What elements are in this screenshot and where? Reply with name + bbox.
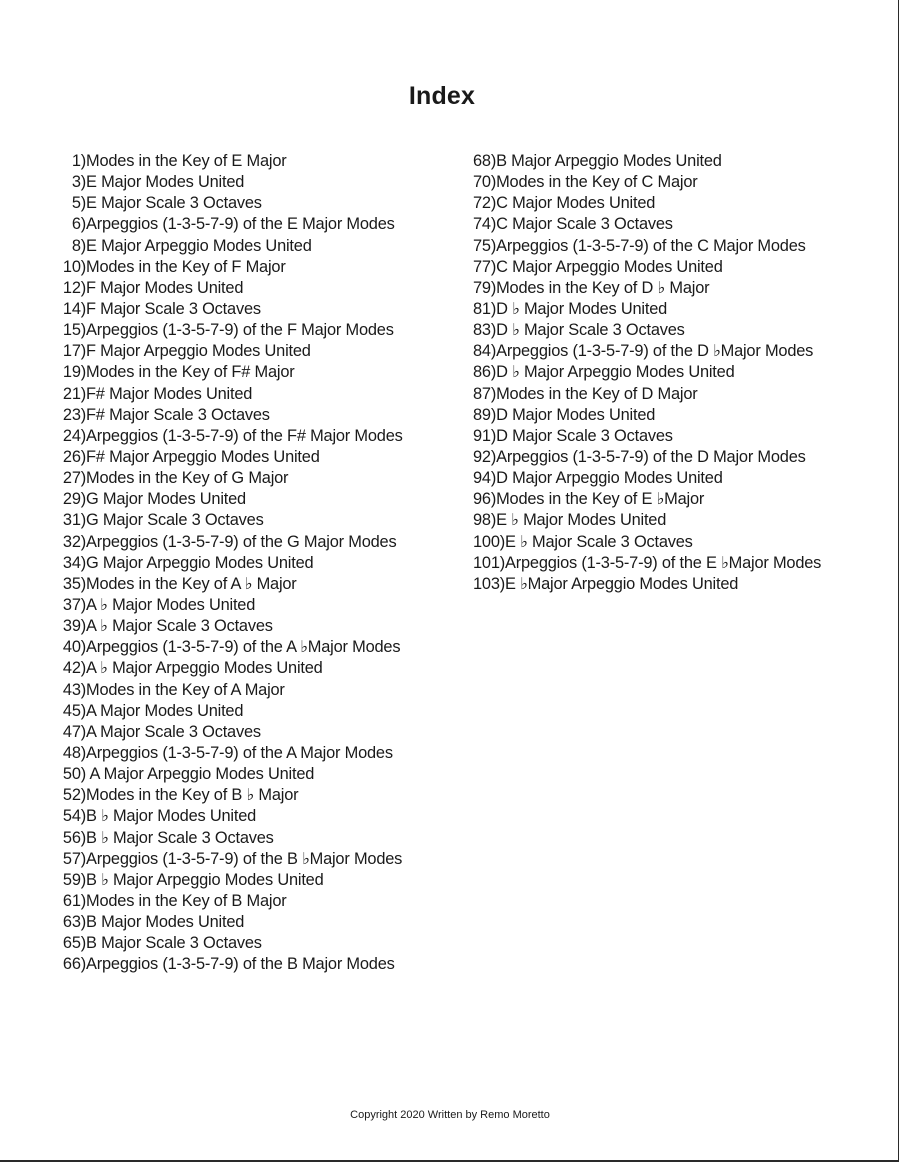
index-entry-page-number: 31) [62,511,86,530]
index-entry-page-number: 5) [71,194,86,213]
index-entry [62,320,462,341]
index-entry-page-number: 74) [473,215,497,234]
index-entry-page-number: 92) [473,447,497,466]
index-entry [62,405,462,426]
index-entry [62,701,462,722]
index-entry-title: Modes in the Key of G Major [86,469,289,488]
index-entry-title: Arpeggios (1-3-5-7-9) of the C Major Modes [496,236,806,255]
index-entry-page-number: 91) [473,426,497,445]
index-entry-title: B ♭ Major Scale 3 Octaves [86,828,274,847]
index-entry [62,151,462,172]
index-entry-page-number: 12) [62,278,86,297]
index-entry-title: Modes in the Key of D ♭ Major [496,278,710,297]
index-entry [62,214,462,235]
index-entry [473,489,883,510]
index-entry [62,764,462,785]
index-entry-page-number: 48) [62,743,86,762]
index-entry-page-number: 6) [71,215,86,234]
index-entry-page-number: 34) [62,553,86,572]
index-entry [473,426,883,447]
index-entry-page-number: 32) [62,532,86,551]
index-entry-title: D Major Modes United [496,405,656,424]
index-entry-page-number: 65) [62,934,86,953]
index-entry [473,151,883,172]
index-entry-title: F Major Scale 3 Octaves [86,299,261,318]
index-entry [62,658,462,679]
index-entry-page-number: 23) [62,405,86,424]
index-entry [62,806,462,827]
index-entry-title: A ♭ Major Modes United [86,595,256,614]
index-entry-title: B ♭ Major Modes United [86,807,257,826]
index-entry-page-number: 15) [62,321,86,340]
index-entry-page-number: 21) [62,384,86,403]
index-entry [473,214,883,235]
index-entry [62,933,462,954]
index-entry-title: Modes in the Key of A Major [86,680,285,699]
index-entry-title: Arpeggios (1-3-5-7-9) of the G Major Modes [86,532,397,551]
index-entry-title: D ♭ Major Arpeggio Modes United [496,363,735,382]
index-entry-title: Modes in the Key of B ♭ Major [86,786,299,805]
index-entry [62,362,462,383]
index-entry [62,278,462,299]
index-entry-page-number: 47) [62,722,86,741]
index-entry-title: D ♭ Major Modes United [496,299,668,318]
index-entry [62,447,462,468]
index-entry-title: Arpeggios (1-3-5-7-9) of the D ♭Major Modes [496,342,814,361]
index-entry-title: A Major Scale 3 Octaves [86,722,261,741]
index-entry [473,320,883,341]
index-entry-title: Arpeggios (1-3-5-7-9) of the E Major Modes [86,215,395,234]
index-entry-page-number: 79) [473,278,497,297]
index-entry-page-number: 3) [71,173,86,192]
index-entry-title: G Major Scale 3 Octaves [86,511,264,530]
index-entry-title: E Major Scale 3 Octaves [86,194,262,213]
index-entry-page-number: 83) [473,321,497,340]
index-entry-title: B Major Arpeggio Modes United [496,152,722,170]
index-entry-title: Arpeggios (1-3-5-7-9) of the B ♭Major Modes [86,849,403,868]
index-entry-title: Arpeggios (1-3-5-7-9) of the A ♭Major Modes [86,638,401,657]
index-entry-title: E ♭ Major Modes United [496,511,667,530]
index-entry [62,680,462,701]
index-entry-title: A Major Arpeggio Modes United [86,765,315,784]
index-entry-page-number: 89) [473,405,497,424]
index-entry [473,532,883,553]
index-entry-title: A ♭ Major Arpeggio Modes United [86,659,323,678]
index-entry [62,743,462,764]
index-entry [62,257,462,278]
index-entry-page-number: 72) [473,194,497,213]
index-entry [473,553,883,574]
index-entry-page-number: 70) [473,173,497,192]
index-column-right [473,151,883,595]
index-entry [473,341,883,362]
index-entry-page-number: 56) [62,828,86,847]
index-entry-page-number: 50) [62,765,86,784]
index-entry-title: A ♭ Major Scale 3 Octaves [86,617,273,636]
index-entry-page-number: 81) [473,299,497,318]
index-entry-title: G Major Arpeggio Modes United [86,553,314,572]
index-entry-page-number: 45) [62,701,86,720]
index-entry-title: B Major Scale 3 Octaves [86,934,262,953]
index-entry [62,532,462,553]
index-entry [473,468,883,489]
index-entry-title: Arpeggios (1-3-5-7-9) of the F Major Modes [86,321,394,340]
index-entry [473,236,883,257]
index-entry [62,553,462,574]
index-entry-title: C Major Scale 3 Octaves [496,215,673,234]
index-entry-page-number: 42) [62,659,86,678]
index-entry-page-number: 1) [71,152,86,170]
index-entry-page-number: 94) [473,469,497,488]
index-entry [62,299,462,320]
index-entry-page-number: 17) [62,342,86,361]
index-entry-page-number: 103) [473,574,506,593]
index-entry [62,426,462,447]
index-entry [473,278,883,299]
index-entry-title: Modes in the Key of A ♭ Major [86,574,297,593]
index-entry-title: Arpeggios (1-3-5-7-9) of the D Major Modes [496,447,806,466]
index-entry-page-number: 40) [62,638,86,657]
index-entry-page-number: 100) [473,532,506,551]
index-entry-page-number: 63) [62,913,86,932]
index-entry-title: Modes in the Key of B Major [86,891,287,910]
index-column-left [62,151,462,975]
index-entry [62,193,462,214]
index-entry-page-number: 57) [62,849,86,868]
index-entry [62,595,462,616]
index-entry [62,236,462,257]
index-entry-page-number: 29) [62,490,86,509]
index-entry [62,912,462,933]
index-entry-page-number: 61) [62,891,86,910]
index-entry-page-number: 54) [62,807,86,826]
index-entry-title: F# Major Scale 3 Octaves [86,405,270,424]
index-entry [473,405,883,426]
index-entry-page-number: 77) [473,257,497,276]
index-entry [62,489,462,510]
index-entry-page-number: 37) [62,595,86,614]
index-entry [473,257,883,278]
index-entry [473,299,883,320]
index-entry-title: Arpeggios (1-3-5-7-9) of the B Major Modes [86,955,395,974]
index-entry-title: G Major Modes United [86,490,246,509]
index-entry-page-number: 59) [62,870,86,889]
index-entry-title: F# Major Arpeggio Modes United [86,447,320,466]
index-entry [62,828,462,849]
index-entry-page-number: 98) [473,511,497,530]
index-entry [473,447,883,468]
page-title: Index [408,82,476,110]
index-entry-page-number: 84) [473,342,497,361]
index-entry-title: Modes in the Key of E ♭Major [496,490,705,509]
index-entry-title: Arpeggios (1-3-5-7-9) of the E ♭Major Modes [505,553,822,572]
index-entry-page-number: 52) [62,786,86,805]
index-entry [62,722,462,743]
index-entry-title: E Major Modes United [86,173,245,192]
index-entry [473,172,883,193]
index-entry-title: B ♭ Major Arpeggio Modes United [86,870,324,889]
index-entry-title: D Major Scale 3 Octaves [496,426,673,445]
index-entry [62,616,462,637]
index-entry-title: Modes in the Key of E Major [86,152,287,170]
index-entry [62,870,462,891]
index-entry-title: B Major Modes United [86,913,245,932]
index-entry-page-number: 75) [473,236,497,255]
copyright-footer: Copyright 2020 Written by Remo Moretto [350,1109,550,1121]
index-entry-page-number: 86) [473,363,497,382]
index-entry [62,574,462,595]
index-entry-page-number: 27) [62,469,86,488]
index-entry-title: F Major Arpeggio Modes United [86,342,311,361]
index-entry-page-number: 26) [62,447,86,466]
index-entry-title: Modes in the Key of D Major [496,384,698,403]
index-entry-title: A Major Modes United [86,701,244,720]
index-entry [62,468,462,489]
index-entry [473,193,883,214]
index-entry-page-number: 66) [62,955,86,974]
index-entry-title: C Major Modes United [496,194,656,213]
index-entry-page-number: 96) [473,490,497,509]
index-entry-title: C Major Arpeggio Modes United [496,257,723,276]
index-entry-title: Arpeggios (1-3-5-7-9) of the A Major Modes [86,743,393,762]
index-entry [473,362,883,383]
index-entry [62,384,462,405]
index-entry [62,510,462,531]
index-entry [62,172,462,193]
index-entry-page-number: 8) [71,236,86,255]
index-entry-title: Arpeggios (1-3-5-7-9) of the F# Major Modes [86,426,403,445]
index-entry-page-number: 35) [62,574,86,593]
index-entry [62,637,462,658]
index-entry-page-number: 24) [62,426,86,445]
index-entry-title: E ♭ Major Scale 3 Octaves [505,532,693,551]
index-entry-page-number: 10) [62,257,86,276]
index-entry-page-number: 39) [62,617,86,636]
index-entry [473,510,883,531]
index-entry-title: F Major Modes United [86,278,244,297]
index-entry [473,384,883,405]
index-entry-title: D Major Arpeggio Modes United [496,469,723,488]
index-entry [62,891,462,912]
index-entry-page-number: 19) [62,363,86,382]
index-entry [62,849,462,870]
index-entry-page-number: 87) [473,384,497,403]
index-entry-title: Modes in the Key of C Major [496,173,698,192]
index-entry [473,574,883,595]
index-entry-title: Modes in the Key of F Major [86,257,286,276]
index-entry-page-number: 68) [473,152,497,170]
index-entry [62,785,462,806]
index-entry [62,954,462,975]
index-entry-title: D ♭ Major Scale 3 Octaves [496,321,685,340]
index-entry-title: E Major Arpeggio Modes United [86,236,312,255]
index-entry-title: Modes in the Key of F# Major [86,363,295,382]
index-entry-page-number: 14) [62,299,86,318]
index-entry-title: F# Major Modes United [86,384,253,403]
index-entry-title: E ♭Major Arpeggio Modes United [505,574,739,593]
index-entry-page-number: 101) [473,553,506,572]
index-entry [62,341,462,362]
index-entry-page-number: 43) [62,680,86,699]
